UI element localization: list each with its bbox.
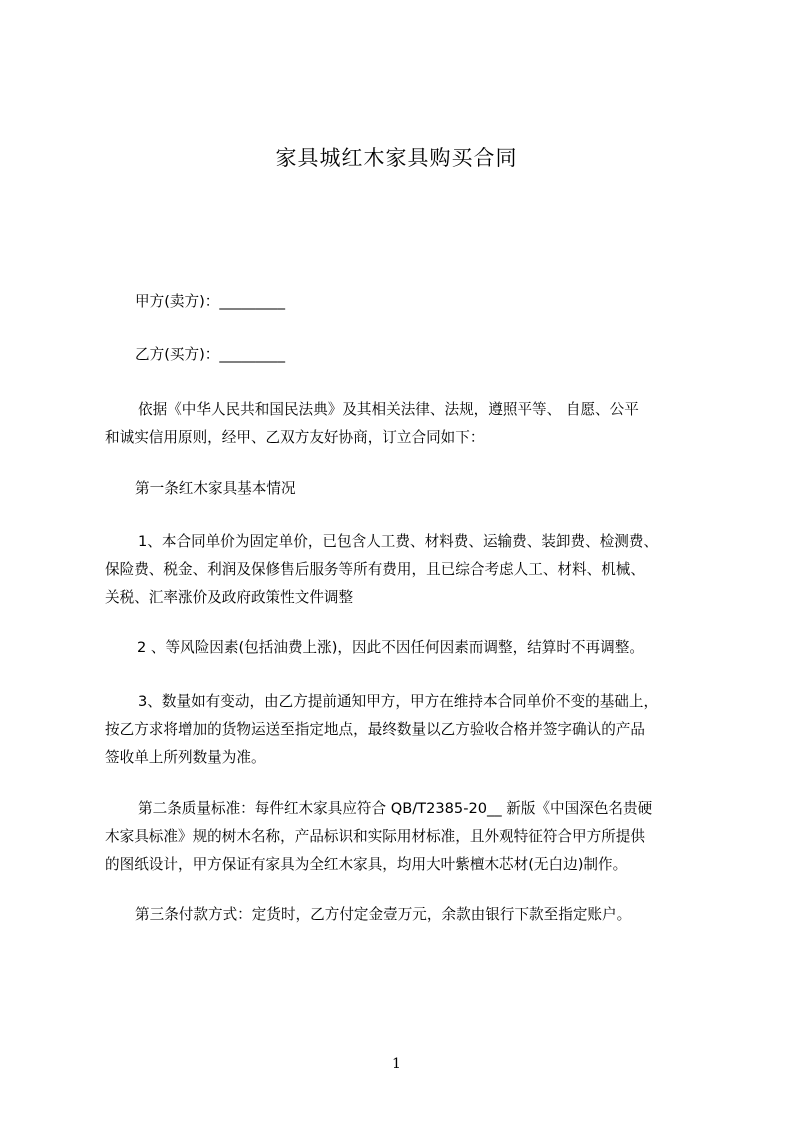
party-b-line: 乙方(买方)：_________ (135, 346, 286, 363)
article-2-line-2: 木家具标准》规的树木名称，产品标识和实际用材标准，且外观特征符合甲方所提供 (105, 828, 645, 845)
clause-3-line-2: 按乙方求将增加的货物运送至指定地点，最终数量以乙方验收合格并签字确认的产品 (105, 721, 645, 738)
clause-1-line-3: 关税、汇率涨价及政府政策性文件调整 (105, 589, 354, 606)
article-2-line-1: 第二条质量标准：每件红木家具应符合 QB/T2385-20__ 新版《中国深色名贵硬 (138, 800, 653, 817)
clause-3-line-3: 签收单上所列数量为准。 (105, 749, 266, 766)
party-a-line: 甲方(卖方)：_________ (135, 293, 286, 310)
article-3-paragraph: 第三条付款方式：定货时，乙方付定金壹万元，余款由银行下款至指定账户。 (135, 906, 632, 923)
preamble-line-2: 和诚实信用原则，经甲、乙双方友好协商，订立合同如下： (105, 429, 485, 446)
clause-1-paragraph (105, 528, 700, 612)
document-title: 家具城红木家具购买合同 (275, 146, 518, 170)
article-2-line-3: 的图纸设计，甲方保证有家具为全红木家具，均用大叶紫檀木芯材(无白边)制作。 (105, 856, 628, 873)
article-1-heading: 第一条红木家具基本情况 (135, 480, 296, 497)
page-number: 1 (392, 1056, 401, 1072)
clause-3-line-1: 3、数量如有变动，由乙方提前通知甲方，甲方在维持本合同单价不变的基础上， (138, 693, 659, 710)
clause-1-line-2: 保险费、税金、利润及保修售后服务等所有费用，且已综合考虑人工、材料、机械、 (105, 561, 645, 578)
clause-1-line-1: 1、本合同单价为固定单价，已包含人工费、材料费、运输费、装卸费、检测费、 (138, 533, 659, 550)
preamble-line-1: 依据《中华人民共和国民法典》及其相关法律、法规，遵照平等、 自愿、公平 (138, 401, 639, 418)
preamble-paragraph (105, 396, 700, 452)
clause-2-paragraph: 2 、等风险因素(包括油费上涨)，因此不因任何因素而调整，结算时不再调整。 (137, 639, 644, 656)
clause-3-paragraph (105, 688, 700, 772)
article-2-paragraph (105, 795, 700, 879)
